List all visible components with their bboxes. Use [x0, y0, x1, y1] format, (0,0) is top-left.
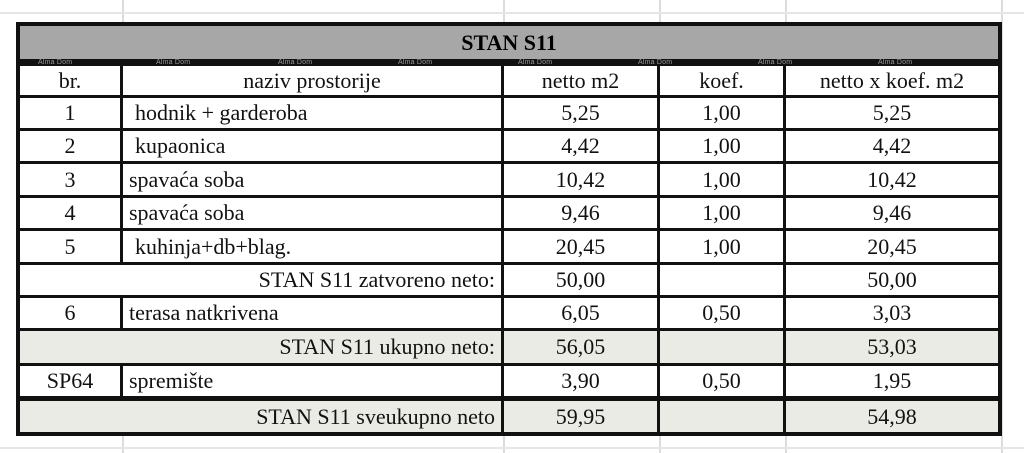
watermark: Alma Dom: [878, 59, 913, 66]
row-name: hodnik + garderoba: [123, 98, 501, 128]
row-num: 2: [20, 131, 120, 161]
header-num: br.: [20, 66, 120, 95]
row-net: 4,42: [504, 131, 657, 161]
header-name: naziv prostorije: [123, 66, 501, 95]
watermark: Alma Dom: [518, 59, 553, 66]
subtotal-net: 50,00: [504, 265, 657, 295]
header-net-coef: netto x koef. m2: [786, 66, 998, 95]
row-net: 20,45: [504, 231, 657, 262]
row-coef: 1,00: [660, 98, 783, 128]
row-coef: 1,00: [660, 198, 783, 228]
row-net: 3,90: [504, 366, 657, 396]
watermark: Alma Dom: [398, 59, 433, 66]
row-net: 9,46: [504, 198, 657, 228]
row-coef: 0,50: [660, 366, 783, 396]
row-coef: 1,00: [660, 164, 783, 195]
total-net: 56,05: [504, 331, 657, 363]
row-name: spremište: [123, 366, 501, 396]
grand-total-coef-empty: [660, 401, 783, 432]
row-num: 1: [20, 98, 120, 128]
subtotal-net-coef: 50,00: [786, 265, 998, 295]
total-label: STAN S11 ukupno neto:: [20, 331, 501, 363]
grid-line: [0, 447, 1024, 449]
row-name: spavaća soba: [123, 164, 501, 195]
table-title: STAN S11: [20, 26, 998, 59]
area-table: [16, 22, 1002, 436]
total-net-coef: 53,03: [786, 331, 998, 363]
header-net: netto m2: [504, 66, 657, 95]
row-net-coef: 3,03: [786, 298, 998, 328]
watermark: Alma Dom: [38, 59, 73, 66]
subtotal-label: STAN S11 zatvoreno neto:: [20, 265, 501, 295]
row-name: terasa natkrivena: [123, 298, 501, 328]
row-name: kuhinja+db+blag.: [123, 231, 501, 262]
total-coef-empty: [660, 331, 783, 363]
watermark: Alma Dom: [156, 59, 191, 66]
header-coef: koef.: [660, 66, 783, 95]
row-num: 5: [20, 231, 120, 262]
watermark: Alma Dom: [638, 59, 673, 66]
row-coef: 1,00: [660, 231, 783, 262]
row-num: SP64: [20, 366, 120, 396]
grand-total-label: STAN S11 sveukupno neto: [20, 401, 501, 432]
grand-total-net: 59,95: [504, 401, 657, 432]
subtotal-coef-empty: [660, 265, 783, 295]
row-net-coef: 4,42: [786, 131, 998, 161]
row-net-coef: 1,95: [786, 366, 998, 396]
grid-line: [0, 12, 1024, 14]
row-name: spavaća soba: [123, 198, 501, 228]
row-net-coef: 20,45: [786, 231, 998, 262]
row-num: 3: [20, 164, 120, 195]
row-coef: 0,50: [660, 298, 783, 328]
row-num: 6: [20, 298, 120, 328]
watermark: Alma Dom: [278, 59, 313, 66]
row-coef: 1,00: [660, 131, 783, 161]
row-net-coef: 10,42: [786, 164, 998, 195]
row-net-coef: 5,25: [786, 98, 998, 128]
grand-total-net-coef: 54,98: [786, 401, 998, 432]
row-net: 6,05: [504, 298, 657, 328]
row-net-coef: 9,46: [786, 198, 998, 228]
row-net: 5,25: [504, 98, 657, 128]
row-num: 4: [20, 198, 120, 228]
watermark: Alma Dom: [758, 59, 793, 66]
row-net: 10,42: [504, 164, 657, 195]
row-name: kupaonica: [123, 131, 501, 161]
